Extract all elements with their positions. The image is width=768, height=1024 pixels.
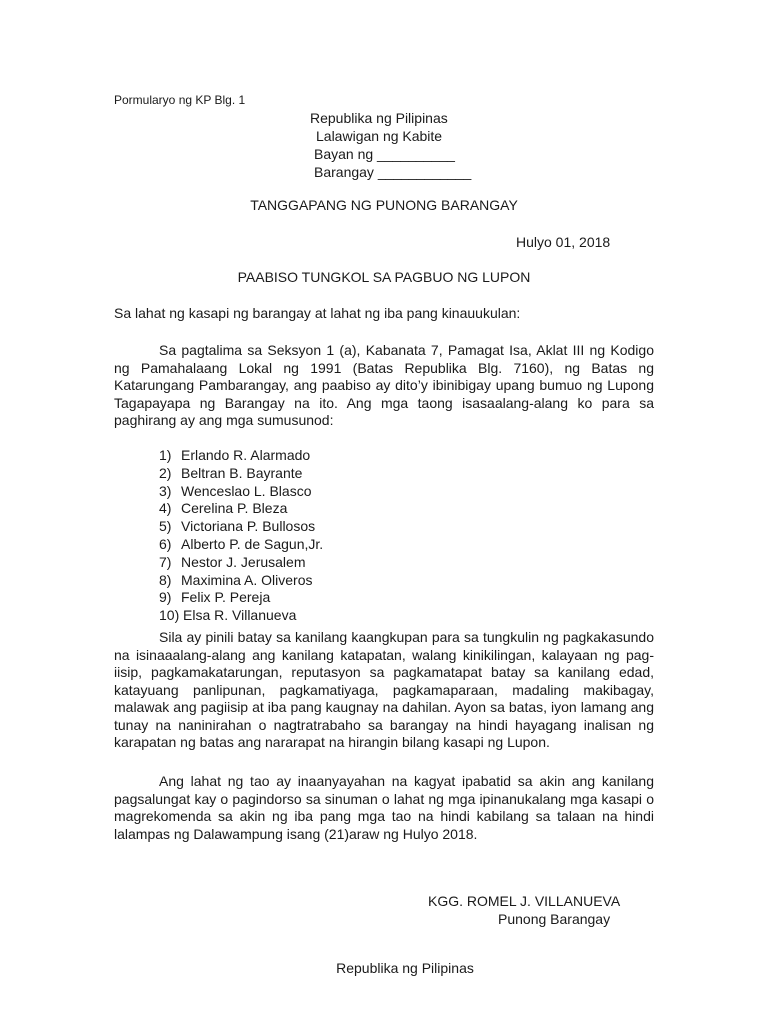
list-item-name: Erlando R. Alarmado (181, 447, 311, 463)
signatory-name: KGG. ROMEL J. VILLANUEVA (428, 893, 621, 909)
paragraph-criteria: Sila ay pinili batay sa kanilang kaangkupan para sa tungkulin ng pagkakasundo na isinaaalang-alang ang kanilang katapatan, walang kinikilingan, kalayaan ng pag-iisip, pagkamakatarungan, reputasyon sa pagkamatapat batay sa kanilang edad, katayuang panlipunan, pagkamatiyaga, pagkamaparaan, madaling makibagay, malawak ang pagiisip at iba pang kaugnay na dahilan. Ayon sa batas, iyon lamang ang tunay na naninirahan o nagtratrabaho sa barangay na hindi hayagang inalisan ng karapatan ng batas ang nararapat na hirangin bilang kasapi ng Lupon. (114, 629, 654, 750)
document-date: Hulyo 01, 2018 (516, 234, 611, 250)
form-number: Pormularyo ng KP Blg. 1 (114, 93, 246, 107)
list-item (159, 465, 323, 483)
list-item-name: Nestor J. Jerusalem (181, 553, 306, 570)
list-item-number: 7) (159, 553, 172, 570)
header-municipality: Bayan ng __________ (314, 146, 455, 162)
list-item-name: Felix P. Pereja (181, 589, 271, 606)
list-item-number: 10) (159, 607, 180, 624)
salutation: Sa lahat ng kasapi ng barangay at lahat ng iba pang kinauukulan: (114, 305, 521, 321)
list-item-name: Cerelina P. Bleza (181, 500, 288, 517)
list-item (159, 607, 323, 625)
list-item-number: 9) (159, 589, 172, 606)
list-item-name: Beltran B. Bayrante (181, 464, 303, 481)
document-title: PAABISO TUNGKOL SA PAGBUO NG LUPON (237, 269, 531, 285)
list-item-name: Victoriana P. Bullosos (181, 518, 316, 535)
list-item-name: Alberto P. de Sagun,Jr. (181, 535, 324, 552)
list-item-name: Maximina A. Oliveros (181, 571, 313, 588)
header-province: Lalawigan ng Kabite (316, 128, 443, 144)
paragraph-invitation: Ang lahat ng tao ay inaanyayahan na kagyat ipabatid sa akin ang kanilang pagsalungat kay o pagindorso sa sinuman o lahat ng mga ipinanukalang mga kasapi o magrekomenda sa akin ng iba pang mga tao na hindi kabilang sa talaan na hindi lalampas ng Dalawampung isang (21)araw ng Hulyo 2018. (114, 773, 654, 842)
list-item-name: Elsa R. Villanueva (183, 607, 297, 624)
list-item-name: Wenceslao L. Blasco (181, 482, 312, 499)
header-barangay: Barangay ____________ (314, 164, 472, 180)
office-title: TANGGAPANG NG PUNONG BARANGAY (250, 197, 518, 213)
list-item-number: 2) (159, 464, 172, 481)
nominee-list (159, 447, 323, 625)
list-item-number: 8) (159, 571, 172, 588)
list-item (159, 500, 323, 518)
list-item-number: 1) (159, 447, 172, 463)
list-item-number: 5) (159, 518, 172, 535)
next-page-header: Republika ng Pilipinas (336, 960, 474, 976)
list-item-number: 6) (159, 535, 172, 552)
paragraph-intro: Sa pagtalima sa Seksyon 1 (a), Kabanata 7, Pamagat Isa, Aklat III ng Kodigo ng Pamahalaang Lokal ng 1991 (Batas Republika Blg. 7160), ng Batas ng Katarungang Pambarangay, ang paabiso ay dito’y ibinibigay upang bumuo ng Lupong Tagapayapa ng Barangay na ito. Ang mga taong isasaalang-alang ko para sa paghirang ay ang mga sumusunod: (114, 342, 654, 428)
list-item (159, 518, 323, 536)
list-item-number: 4) (159, 500, 172, 517)
list-item (159, 447, 323, 465)
list-item-number: 3) (159, 482, 172, 499)
header-republic: Republika ng Pilipinas (310, 110, 448, 126)
list-item (159, 572, 323, 590)
signatory-position: Punong Barangay (498, 911, 611, 927)
list-item (159, 589, 323, 607)
list-item (159, 554, 323, 572)
list-item (159, 483, 323, 501)
list-item (159, 536, 323, 554)
